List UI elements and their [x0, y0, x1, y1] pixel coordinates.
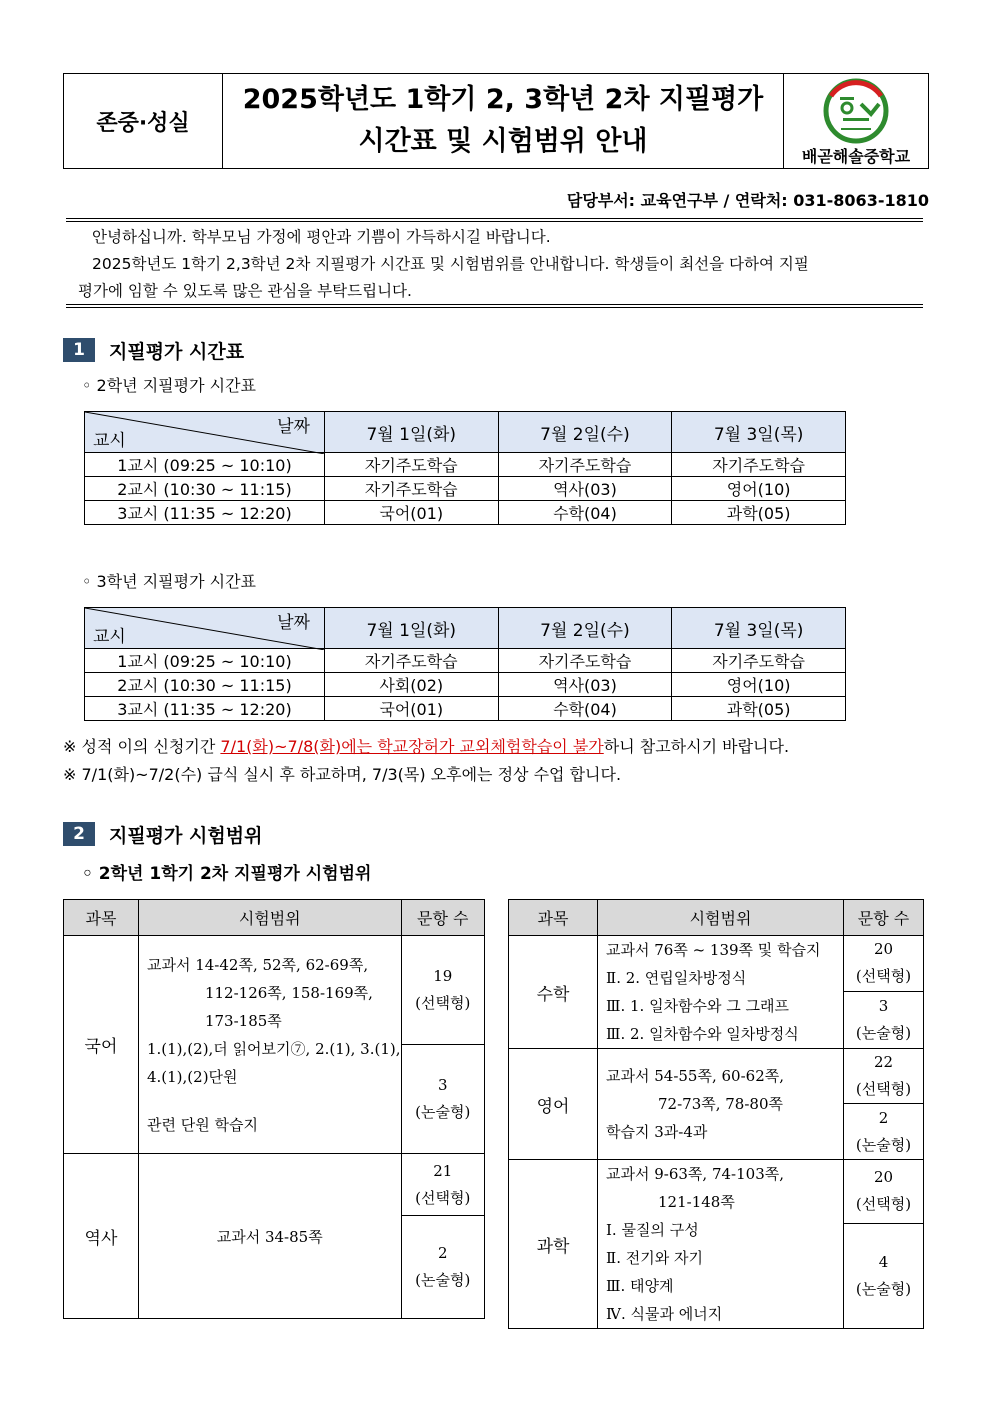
count-number: 2: [878, 1108, 889, 1127]
period-label: 1교시 (09:25 ~ 10:10): [85, 649, 325, 673]
range-spacer: [147, 1091, 401, 1111]
period-label: 2교시 (10:30 ~ 11:15): [85, 477, 325, 501]
table-row: [85, 649, 846, 673]
col-header-count: 문항 수: [844, 900, 924, 936]
subject-cell: 국어(01): [324, 501, 498, 525]
corner-period-label: 교시: [93, 431, 126, 451]
subject-cell: 수학(04): [498, 697, 672, 721]
note-appeal-warning: 7/1(화)~7/8(화)에는 학교장허가 교외체험학습이 불가: [220, 737, 604, 756]
school-logo-cell: [784, 74, 929, 169]
range-math: [598, 936, 844, 1049]
subject-cell: 과학(05): [672, 501, 846, 525]
divider-top-1: [66, 218, 923, 219]
subject-cell: 영어(10): [672, 477, 846, 501]
section-2-title: 지필평가 시험범위: [109, 824, 263, 847]
count-type: (선택형): [415, 1188, 471, 1207]
date-header: 7월 2일(수): [498, 412, 672, 453]
grade2-timetable: [84, 411, 846, 525]
period-label: 1교시 (09:25 ~ 10:10): [85, 453, 325, 477]
count-type: (선택형): [855, 967, 912, 986]
range-line: Ⅰ. 물질의 구성: [606, 1221, 699, 1239]
range-line: Ⅲ. 1. 일차함수와 그 그래프: [606, 997, 790, 1015]
count-number: 2: [437, 1244, 448, 1262]
corner-date-label: 날짜: [277, 613, 310, 633]
contact-info: 담당부서: 교육연구부 / 연락처: 031-8063-1810: [566, 191, 929, 210]
date-header: 7월 2일(수): [498, 608, 672, 649]
corner-cell: [85, 412, 325, 453]
range-line: Ⅱ. 전기와 자기: [606, 1249, 703, 1267]
title-line-2: 시간표 및 시험범위 안내: [358, 126, 648, 157]
subject-cell: 국어(01): [324, 697, 498, 721]
subject-korean: 국어: [64, 936, 139, 1154]
scope-table-left: [63, 899, 485, 1319]
date-header: 7월 1일(화): [324, 412, 498, 453]
range-line: 112-126쪽, 158-169쪽,: [204, 983, 373, 1002]
subject-history: 역사: [64, 1154, 139, 1319]
count-korean-essay: [401, 1045, 485, 1154]
range-history: 교과서 34-85쪽: [138, 1154, 401, 1319]
subject-cell: 과학(05): [672, 697, 846, 721]
intro-line-2: 2025학년도 1학기 2,3학년 2차 지필평가 시간표 및 시험범위를 안내합니다. 학생들이 최선을 다하여 지필: [92, 255, 809, 273]
note-appeal-suffix: 하니 참고하시기 바랍니다.: [603, 737, 790, 756]
range-science: [598, 1160, 844, 1329]
subject-cell: 자기주도학습: [672, 453, 846, 477]
grade2-scope-caption: ◦ 2학년 1학기 2차 지필평가 시험범위: [82, 864, 372, 884]
subject-science: 과학: [509, 1160, 598, 1329]
intro-line-1: 안녕하십니까. 학부모님 가정에 평안과 기쁨이 가득하시길 바랍니다.: [92, 228, 551, 246]
count-math-essay: [844, 991, 924, 1048]
count-type: (선택형): [855, 1195, 912, 1214]
col-header-subject: 과목: [64, 900, 139, 936]
subject-english: 영어: [509, 1049, 598, 1160]
table-row: [85, 673, 846, 697]
scope-table-right: [508, 899, 924, 1329]
subject-cell: 역사(03): [498, 673, 672, 697]
table-row: [85, 501, 846, 525]
count-math-choice: [844, 936, 924, 992]
count-number: 20: [873, 1168, 894, 1187]
count-number: 22: [873, 1053, 894, 1071]
section-2-number: 2: [63, 822, 95, 846]
count-number: 21: [433, 1161, 453, 1180]
note-appeal-period: [63, 734, 789, 757]
corner-period-label: 교시: [93, 627, 126, 647]
count-type: (선택형): [415, 994, 471, 1012]
table-row: [85, 477, 846, 501]
range-line: 관련 단원 학습지: [146, 1115, 258, 1134]
school-logo-icon: [821, 78, 891, 144]
range-line: 학습지 3과-4과: [606, 1123, 708, 1141]
subject-cell: 자기주도학습: [324, 649, 498, 673]
title-line-1: 2025학년도 1학기 2, 3학년 2차 지필평가: [242, 84, 764, 115]
range-line: 121-148쪽: [658, 1193, 735, 1211]
range-line: Ⅱ. 2. 연립일차방정식: [606, 969, 747, 987]
intro-line-3: 평가에 임할 수 있도록 많은 관심을 부탁드립니다.: [78, 282, 412, 300]
header-box: [63, 73, 929, 169]
subject-cell: 영어(10): [672, 673, 846, 697]
period-label: 3교시 (11:35 ~ 12:20): [85, 501, 325, 525]
subject-cell: 자기주도학습: [324, 453, 498, 477]
count-type: (논술형): [855, 1279, 912, 1298]
col-header-subject: 과목: [509, 900, 598, 936]
range-line: Ⅲ. 태양계: [606, 1277, 674, 1295]
count-science-choice: [844, 1160, 924, 1224]
note-appeal-prefix: ※ 성적 이의 신청기간: [63, 737, 221, 756]
subject-math: 수학: [509, 936, 598, 1049]
subject-cell: 자기주도학습: [672, 649, 846, 673]
col-header-range: 시험범위: [598, 900, 844, 936]
school-name: 배곧해솔중학교: [801, 146, 911, 166]
count-type: (논술형): [415, 1103, 471, 1121]
intro-paragraph: [78, 224, 918, 305]
section-1-heading: [63, 337, 244, 363]
divider-bottom-1: [66, 304, 923, 305]
document-title: [223, 74, 784, 169]
range-korean: [138, 936, 401, 1154]
count-english-essay: [844, 1104, 924, 1160]
subject-cell: 자기주도학습: [498, 453, 672, 477]
date-header: 7월 3일(목): [672, 608, 846, 649]
table-row: [85, 453, 846, 477]
count-number: 20: [873, 940, 894, 959]
range-line: Ⅳ. 식물과 에너지: [606, 1305, 723, 1323]
subject-cell: 수학(04): [498, 501, 672, 525]
range-line: 교과서 76쪽 ~ 139쪽 및 학습지: [606, 941, 821, 959]
count-number: 19: [433, 967, 453, 985]
count-number: 3: [437, 1076, 448, 1094]
count-history-essay: [401, 1216, 485, 1319]
count-number: 4: [878, 1252, 889, 1271]
range-line: 1.(1),(2),더 읽어보기⑦, 2.(1), 3.(1),: [146, 1039, 401, 1058]
section-2-heading: [63, 821, 262, 847]
note-lunch-dismissal: ※ 7/1(화)~7/2(수) 급식 실시 후 하교하며, 7/3(목) 오후에는 정상 수업 합니다.: [63, 765, 622, 784]
corner-cell: [85, 608, 325, 649]
col-header-range: 시험범위: [138, 900, 401, 936]
count-type: (논술형): [415, 1271, 471, 1289]
count-korean-choice: [401, 936, 485, 1045]
count-type: (논술형): [855, 1023, 912, 1042]
subject-cell: 사회(02): [324, 673, 498, 697]
range-line: 교과서 9-63쪽, 74-103쪽,: [606, 1165, 785, 1183]
range-line: 4.(1),(2)단원: [146, 1067, 238, 1086]
count-type: (논술형): [855, 1135, 912, 1154]
range-line: 173-185쪽: [204, 1011, 282, 1030]
date-header: 7월 3일(목): [672, 412, 846, 453]
range-line: Ⅲ. 2. 일차함수와 일차방정식: [606, 1025, 799, 1043]
count-number: 3: [878, 996, 889, 1015]
col-header-count: 문항 수: [401, 900, 485, 936]
range-line: 교과서 14-42쪽, 52쪽, 62-69쪽,: [146, 955, 369, 974]
period-label: 2교시 (10:30 ~ 11:15): [85, 673, 325, 697]
count-history-choice: [401, 1154, 485, 1216]
section-1-title: 지필평가 시간표: [109, 340, 245, 363]
divider-top-2: [66, 221, 923, 222]
school-motto: 존중·성실: [64, 74, 223, 169]
subject-cell: 자기주도학습: [498, 649, 672, 673]
range-line: 72-73쪽, 78-80쪽: [658, 1095, 784, 1113]
grade3-timetable-caption: ◦ 3학년 지필평가 시간표: [82, 572, 256, 591]
subject-cell: 역사(03): [498, 477, 672, 501]
count-type: (선택형): [855, 1080, 912, 1098]
table-row: [85, 697, 846, 721]
range-line: 교과서 54-55쪽, 60-62쪽,: [606, 1067, 785, 1085]
subject-cell: 자기주도학습: [324, 477, 498, 501]
divider-bottom-2: [66, 307, 923, 308]
period-label: 3교시 (11:35 ~ 12:20): [85, 697, 325, 721]
count-english-choice: [844, 1049, 924, 1104]
corner-date-label: 날짜: [277, 417, 310, 437]
date-header: 7월 1일(화): [324, 608, 498, 649]
range-english: [598, 1049, 844, 1160]
grade3-timetable: [84, 607, 846, 721]
section-1-number: 1: [63, 338, 95, 362]
count-science-essay: [844, 1223, 924, 1329]
grade2-timetable-caption: ◦ 2학년 지필평가 시간표: [82, 376, 256, 395]
